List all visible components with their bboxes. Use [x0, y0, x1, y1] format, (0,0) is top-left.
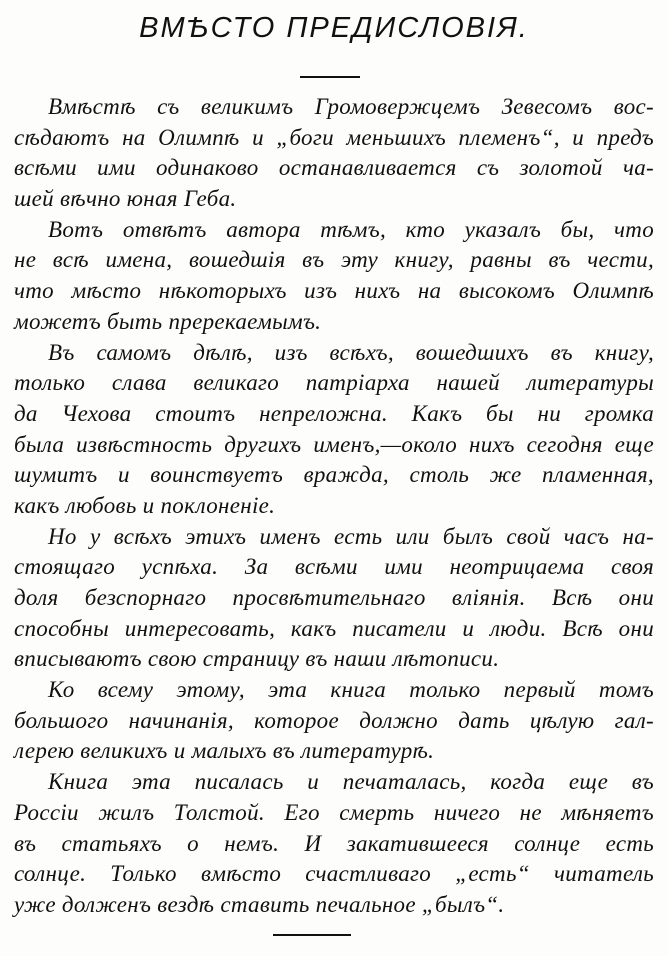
text-line: шей вѣчно юная Геба. [14, 186, 237, 212]
text-line: Ко всему этому, эта книга только первый томъ [48, 677, 654, 703]
text-line: можетъ быть пререкаемымъ. [14, 308, 322, 334]
text-line: сѣдаютъ на Олимпѣ и „боги меньшихъ племенъ“, и предъ [14, 124, 654, 150]
text-line: только слава великаго патріарха нашей литературы [14, 370, 654, 396]
paragraph-1 [14, 92, 654, 215]
text-line: доля безспорнаго просвѣтительнаго вліянія. Всѣ они [14, 585, 654, 610]
text-line: Въ самомъ дѣлѣ, изъ всѣхъ, вошедшихъ въ книгу, [48, 339, 654, 365]
text-line: Но у всѣхъ этихъ именъ есть или былъ свой часъ на- [48, 523, 654, 549]
paragraph-6 [14, 767, 654, 920]
text-line: Россіи жилъ Толстой. Его смерть ничего не мѣняетъ [14, 799, 654, 825]
text-line: стоящаго успѣха. За всѣми ими неотрицаема своя [14, 554, 654, 580]
text-line: Книга эта писалась и печаталась, когда еще въ [48, 769, 654, 795]
text-line: Вмѣстѣ съ великимъ Громовержцемъ Зевесомъ вос- [48, 94, 654, 119]
end-divider [273, 934, 351, 936]
text-line: Вотъ отвѣтъ автора тѣмъ, кто указалъ бы, что [48, 216, 654, 242]
text-line: была извѣстность другихъ именъ,—около нихъ сегодня еще [14, 431, 654, 457]
paragraph-2 [14, 215, 654, 338]
paragraph-5 [14, 675, 654, 767]
text-line: не всѣ имена, вошедшія въ эту книгу, равны въ чести, [14, 247, 654, 273]
text-line: да Чехова стоитъ непреложна. Какъ бы ни громка [14, 400, 654, 426]
page-title: ВМѢСТО ПРЕДИСЛОВІЯ. [139, 12, 529, 44]
text-line: лерею великихъ и малыхъ въ литературѣ. [14, 738, 435, 764]
text-line: солнце. Только вмѣсто счастливаго „есть“ читатель [14, 861, 654, 887]
text-line: шумитъ и воинствуетъ вражда, столь же пламенная, [14, 462, 654, 488]
text-line: способны интересовать, какъ писатели и люди. Всѣ они [14, 615, 654, 641]
text-line: въ статьяхъ о немъ. И закатившееся солнце есть [14, 830, 654, 856]
text-line: всѣми ими одинаково останавливается съ золотой ча- [14, 155, 654, 181]
text-line: уже долженъ вездѣ ставить печальное „былъ“. [14, 891, 505, 917]
text-line: какъ любовь и поклоненіе. [14, 492, 276, 518]
text-line: большого начинанія, которое должно дать цѣлую гал- [14, 707, 654, 733]
paragraph-4 [14, 522, 654, 675]
paragraph-3 [14, 338, 654, 522]
text-line: что мѣсто нѣкоторыхъ изъ нихъ на высокомъ Олимпѣ [14, 278, 654, 304]
text-line: вписываютъ свою страницу въ наши лѣтописи. [14, 646, 500, 672]
preface-body [14, 92, 654, 921]
title-divider [300, 76, 360, 78]
